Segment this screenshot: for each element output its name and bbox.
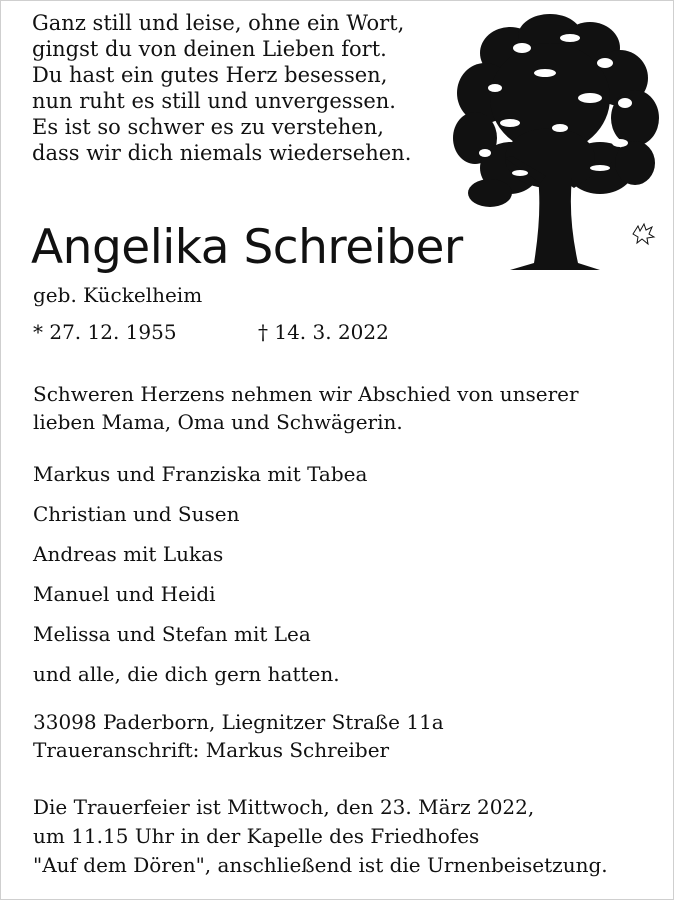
- address-line: Traueranschrift: Markus Schreiber: [33, 738, 390, 762]
- poem: [32, 10, 432, 166]
- life-dates: [33, 318, 389, 346]
- ceremony-line: um 11.15 Uhr in der Kapelle des Friedhofes: [33, 824, 480, 848]
- farewell-line: lieben Mama, Oma und Schwägerin.: [33, 410, 403, 434]
- mourner: Manuel und Heidi: [33, 582, 216, 606]
- poem-line: Du hast ein gutes Herz besessen,: [32, 63, 388, 87]
- mourner: Markus und Franziska mit Tabea: [33, 462, 368, 486]
- death-date: † 14. 3. 2022: [258, 320, 389, 344]
- poem-line: Es ist so schwer es zu verstehen,: [32, 115, 384, 139]
- birth-date: * 27. 12. 1955: [33, 320, 177, 344]
- maiden-name: geb. Kückelheim: [33, 283, 203, 307]
- mourner: Melissa und Stefan mit Lea: [33, 622, 311, 646]
- mourner: und alle, die dich gern hatten.: [33, 662, 340, 686]
- mourner: Christian und Susen: [33, 502, 240, 526]
- mourner: Andreas mit Lukas: [33, 542, 224, 566]
- leaf-icon: [630, 222, 656, 246]
- poem-line: gingst du von deinen Lieben fort.: [32, 37, 387, 61]
- poem-line: dass wir dich niemals wiedersehen.: [32, 141, 412, 165]
- mourning-address: [33, 708, 444, 764]
- ceremony-line: Die Trauerfeier ist Mittwoch, den 23. März 2022,: [33, 795, 535, 819]
- address-line: 33098 Paderborn, Liegnitzer Straße 11a: [33, 710, 444, 734]
- mourners-list: [33, 454, 367, 694]
- farewell-line: Schweren Herzens nehmen wir Abschied von unserer: [33, 382, 579, 406]
- ceremony-line: "Auf dem Dören", anschließend ist die Urnenbeisetzung.: [33, 853, 608, 877]
- ceremony-info: [33, 793, 608, 880]
- farewell-text: [33, 380, 653, 436]
- poem-line: Ganz still und leise, ohne ein Wort,: [32, 11, 405, 35]
- poem-line: nun ruht es still und unvergessen.: [32, 89, 396, 113]
- deceased-name: Angelika Schreiber: [31, 220, 463, 275]
